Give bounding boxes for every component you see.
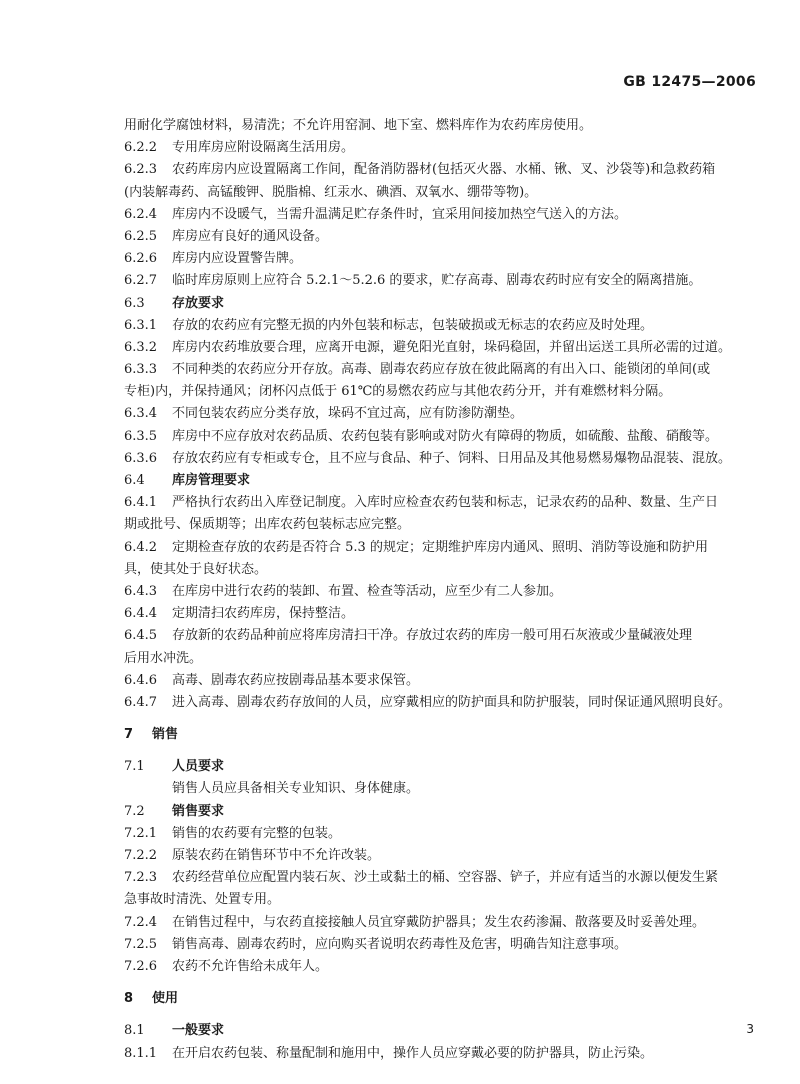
- chapter-heading: [124, 988, 752, 1010]
- clause-number: 7.1: [124, 759, 145, 775]
- standard-code: GB 12475—2006: [623, 74, 756, 90]
- clause-text: 库房管理要求: [172, 473, 251, 488]
- clause-number: 6.2.2: [124, 140, 158, 156]
- clause-text: 定期检查存放的农药是否符合 5.3 的规定；定期维护库房内通风、照明、消防等设施和防护用: [172, 539, 708, 555]
- clause-line: [124, 492, 752, 514]
- clause-line: [124, 1043, 752, 1065]
- clause-number: 6.3.5: [124, 428, 158, 444]
- clause-number: 6.2.5: [124, 228, 158, 244]
- clause-text: 库房应有良好的通风设备。: [172, 228, 329, 244]
- clause-line: [124, 537, 752, 559]
- document-body: [124, 115, 752, 1065]
- clause-number: 7.2.5: [124, 936, 158, 952]
- clause-line: [124, 845, 752, 867]
- clause-text: 严格执行农药出入库登记制度。入库时应检查农药包装和标志，记录农药的品种、数量、生产日: [172, 495, 719, 511]
- clause-text: 临时库房原则上应符合 5.2.1～5.2.6 的要求，贮存高毒、剧毒农药时应有安全的隔离措施。: [172, 273, 702, 289]
- continuation-line: 用耐化学腐蚀材料，易清洗；不允许用窑洞、地下室、燃料库作为农药库房使用。: [124, 118, 593, 133]
- section-heading: [124, 801, 752, 823]
- page-number: 3: [746, 1022, 754, 1036]
- clause-text: 存放的农药应有完整无损的内外包装和标志，包装破损或无标志的农药应及时处理。: [172, 317, 654, 333]
- clause-number: 7: [124, 727, 134, 743]
- section-heading: [124, 293, 752, 315]
- clause-number: 6.4: [124, 473, 145, 488]
- clause-line: [124, 248, 752, 270]
- clause-number: 6.4.3: [124, 583, 158, 599]
- clause-line: [124, 625, 752, 647]
- clause-number: 6.3.3: [124, 362, 158, 378]
- section-heading: [124, 470, 752, 492]
- clause-text: 农药库房内应设置隔离工作间，配备消防器材(包括灭火器、水桶、锹、叉、沙袋等)和急救药箱: [172, 162, 716, 178]
- clause-line: [124, 823, 752, 845]
- clause-line: [124, 581, 752, 603]
- clause-number: 6.3.4: [124, 406, 158, 422]
- clause-line: [124, 448, 752, 470]
- clause-number: 7.2.4: [124, 914, 158, 930]
- clause-number: 6.3: [124, 295, 145, 311]
- clause-number: 6.2.4: [124, 206, 158, 222]
- clause-text: 存放要求: [172, 295, 225, 311]
- clause-line: [124, 426, 752, 448]
- clause-text: 专用库房应附设隔离生活用房。: [172, 140, 355, 156]
- clause-text: 定期清扫农药库房，保持整洁。: [172, 606, 355, 622]
- clause-text: 高毒、剧毒农药应按剧毒品基本要求保管。: [172, 672, 420, 688]
- continuation-line: (内装解毒药、高锰酸钾、脱脂棉、红汞水、碘酒、双氧水、绷带等物)。: [124, 184, 538, 200]
- clause-text: 不同种类的农药应分开存放。高毒、剧毒农药应存放在彼此隔离的有出入口、能锁闭的单间(或: [172, 362, 711, 378]
- clause-text: 库房内不设暖气，当需升温满足贮存条件时，宜采用间接加热空气送入的方法。: [172, 206, 628, 222]
- clause-number: 6.4.4: [124, 606, 158, 622]
- clause-text: 销售要求: [172, 803, 225, 819]
- clause-text: 库房内应设置警告牌。: [172, 251, 303, 267]
- clause-number: 7.2.2: [124, 848, 158, 863]
- clause-number: 7.2.3: [124, 870, 158, 886]
- clause-line: [124, 270, 752, 292]
- clause-text: 人员要求: [172, 759, 225, 775]
- continuation-line: 急事故时清洗、处置专用。: [124, 892, 281, 908]
- clause-text: 存放新的农药品种前应将库房清扫干净。存放过农药的库房一般可用石灰液或少量碱液处理: [172, 628, 693, 644]
- clause-text: 农药经营单位应配置内装石灰、沙土或黏土的桶、空容器、铲子，并应有适当的水源以便发生紧: [172, 870, 719, 886]
- clause-line: [124, 315, 752, 337]
- clause-number: 6.3.6: [124, 450, 158, 466]
- clause-number: 6.4.5: [124, 628, 158, 644]
- clause-number: 7.2.6: [124, 958, 158, 974]
- clause-number: 6.2.7: [124, 273, 158, 289]
- clause-line: [124, 403, 752, 425]
- clause-number: 6.2.3: [124, 162, 158, 178]
- clause-number: 6.3.2: [124, 339, 158, 355]
- clause-line: [124, 912, 752, 934]
- clause-text: 不同包装农药应分类存放，垛码不宜过高，应有防渗防潮垫。: [172, 406, 524, 422]
- section-heading: [124, 1020, 752, 1042]
- clause-text: 原装农药在销售环节中不允许改装。: [172, 848, 381, 863]
- clause-number: 7.2.1: [124, 825, 158, 841]
- clause-number: 6.3.1: [124, 317, 158, 333]
- clause-text: 农药不允许售给未成年人。: [172, 958, 329, 974]
- clause-line: [124, 956, 752, 978]
- clause-text: 存放农药应有专柜或专仓，且不应与食品、种子、饲料、日用品及其他易燃易爆物品混装、混放。: [172, 450, 732, 466]
- clause-number: 8.1: [124, 1023, 145, 1039]
- section-heading: [124, 756, 752, 778]
- clause-text: 在库房中进行农药的装卸、布置、检查等活动，应至少有二人参加。: [172, 583, 563, 599]
- clause-line: [124, 337, 752, 359]
- chapter-heading: [124, 724, 752, 746]
- clause-number: 8.1.1: [124, 1045, 158, 1061]
- continuation-line: 后用水冲洗。: [124, 650, 203, 666]
- clause-text: 库房内农药堆放要合理，应离开电源，避免阳光直射，垛码稳固，并留出运送工具所必需的过道。: [172, 339, 732, 355]
- clause-number: 8: [124, 991, 134, 1007]
- clause-text: 进入高毒、剧毒农药存放间的人员，应穿戴相应的防护面具和防护服装，同时保证通风照明良好。: [172, 694, 732, 710]
- clause-line: [124, 159, 752, 181]
- clause-number: 7.2: [124, 803, 145, 819]
- continuation-line: 专柜)内，并保持通风；闭杯闪点低于 61℃的易燃农药应与其他农药分开，并有难燃材料分隔。: [124, 384, 672, 400]
- clause-line: [124, 204, 752, 226]
- clause-number: 6.4.1: [124, 495, 158, 511]
- paragraph-line: 销售人员应具备相关专业知识、身体健康。: [172, 781, 420, 797]
- continuation-line: 期或批号、保质期等；出库农药包装标志应完整。: [124, 517, 411, 533]
- clause-text: 使用: [152, 991, 179, 1007]
- clause-text: 销售高毒、剧毒农药时，应向购买者说明农药毒性及危害，明确告知注意事项。: [172, 936, 628, 952]
- clause-text: 销售: [152, 727, 179, 743]
- clause-line: [124, 603, 752, 625]
- clause-number: 6.2.6: [124, 251, 158, 267]
- clause-text: 在开启农药包装、称量配制和施用中，操作人员应穿戴必要的防护器具，防止污染。: [172, 1045, 654, 1061]
- clause-line: [124, 359, 752, 381]
- clause-line: [124, 670, 752, 692]
- clause-line: [124, 692, 752, 714]
- clause-line: [124, 934, 752, 956]
- clause-number: 6.4.2: [124, 539, 158, 555]
- clause-line: [124, 867, 752, 889]
- clause-number: 6.4.7: [124, 694, 158, 710]
- continuation-line: 具，使其处于良好状态。: [124, 561, 268, 577]
- clause-text: 销售的农药要有完整的包装。: [172, 825, 342, 841]
- clause-text: 一般要求: [172, 1023, 225, 1039]
- clause-line: [124, 226, 752, 248]
- clause-number: 6.4.6: [124, 672, 158, 688]
- clause-text: 在销售过程中，与农药直接接触人员宜穿戴防护器具；发生农药渗漏、散落要及时妥善处理。: [172, 914, 706, 930]
- clause-line: [124, 137, 752, 159]
- clause-text: 库房中不应存放对农药品质、农药包装有影响或对防火有障碍的物质，如硫酸、盐酸、硝酸等。: [172, 428, 719, 444]
